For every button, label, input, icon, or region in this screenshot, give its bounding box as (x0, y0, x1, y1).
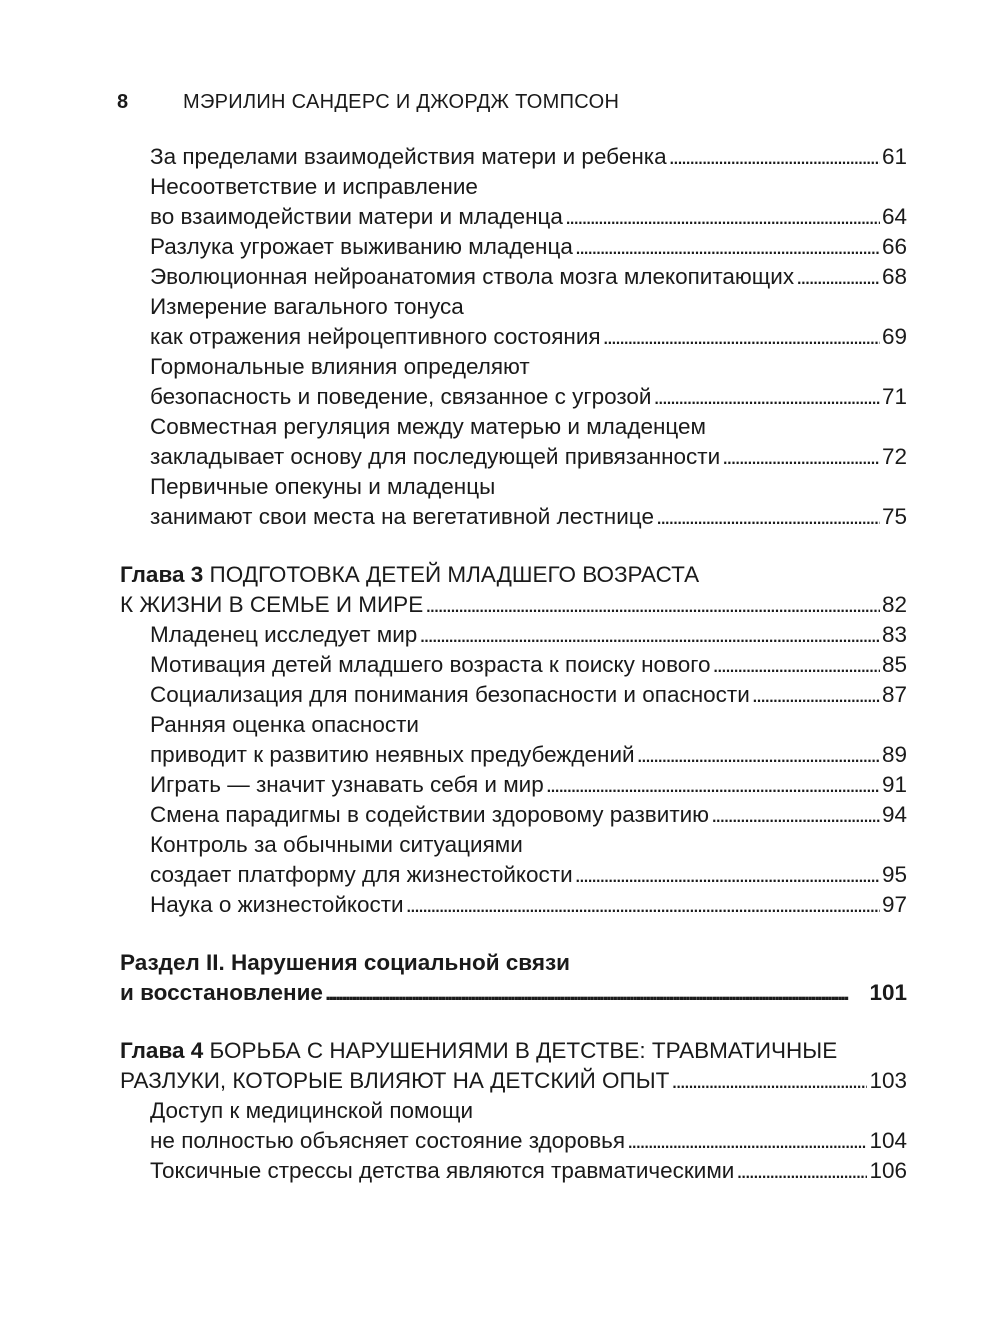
toc-entry-first-line: Первичные опекуны и младенцы (150, 474, 496, 499)
chapter-title-line1: ПОДГОТОВКА ДЕТЕЙ МЛАДШЕГО ВОЗРАСТА (209, 562, 700, 587)
toc-chapter-3 (120, 560, 907, 620)
toc-entry-first-line: Гормональные влияния определяют (150, 354, 530, 379)
toc-entry: К ЖИЗНИ В СЕМЬЕ И МИРЕ . . . 82 (120, 590, 907, 620)
toc-page: 66 (881, 234, 907, 259)
toc-page: 104 (869, 1128, 907, 1153)
toc-entry: Наука о жизнестойкости . . . 97 (150, 890, 907, 920)
chapter-title-line1: БОРЬБА С НАРУШЕНИЯМИ В ДЕТСТВЕ: ТРАВМАТИЧНЫЕ (209, 1038, 838, 1063)
toc-page: 106 (869, 1158, 907, 1183)
toc-page: 91 (881, 772, 907, 797)
toc-section-2 (120, 948, 907, 1008)
toc-page: 68 (881, 264, 907, 289)
toc-entry: и восстановление . . . 101 (120, 978, 907, 1008)
toc-page: 94 (881, 802, 907, 827)
running-title: МЭРИЛИН САНДЕРС И ДЖОРДЖ ТОМПСОН (183, 91, 620, 113)
table-of-contents (120, 142, 907, 1186)
section-title-line1: Раздел II. Нарушения социальной связи (120, 950, 570, 975)
toc-page: 95 (881, 862, 907, 887)
toc-page: 87 (881, 682, 907, 707)
toc-entry: Младенец исследует мир . . . 83 (150, 620, 907, 650)
toc-group-chapter4 (120, 1096, 907, 1186)
toc-entry: Разлука угрожает выживанию младенца . . . 66 (150, 232, 907, 262)
toc-group-chapter2 (120, 142, 907, 532)
toc-entry-first-line: Несоответствие и исправление (150, 174, 478, 199)
toc-entry: не полностью объясняет состояние здоровья . . . 104 (150, 1126, 907, 1156)
toc-entry: Мотивация детей младшего возраста к поиску нового . . . 85 (150, 650, 907, 680)
toc-chapter-4 (120, 1036, 907, 1096)
toc-page: 103 (869, 1068, 907, 1093)
toc-entry: безопасность и поведение, связанное с угрозой . . . 71 (150, 382, 907, 412)
toc-entry: занимают свои места на вегетативной лестнице . . . 75 (150, 502, 907, 532)
toc-entry: приводит к развитию неявных предубеждений . . . 89 (150, 740, 907, 770)
toc-entry: Эволюционная нейроанатомия ствола мозга млекопитающих . . . 68 (150, 262, 907, 292)
running-header (117, 91, 619, 114)
toc-page: 64 (881, 204, 907, 229)
toc-entry: закладывает основу для последующей привязанности . . . 72 (150, 442, 907, 472)
toc-page: 85 (881, 652, 907, 677)
toc-entry-first-line: Контроль за обычными ситуациями (150, 832, 523, 857)
toc-entry: Смена парадигмы в содействии здоровому развитию . . . 94 (150, 800, 907, 830)
toc-entry-first-line: Ранняя оценка опасности (150, 712, 419, 737)
toc-entry-first-line: Доступ к медицинской помощи (150, 1098, 474, 1123)
toc-page: 71 (881, 384, 907, 409)
toc-entry: За пределами взаимодействия матери и ребенка . . . 61 (150, 142, 907, 172)
toc-group-chapter3 (120, 620, 907, 920)
toc-page: 101 (869, 980, 907, 1005)
toc-entry: Социализация для понимания безопасности и опасности . . . 87 (150, 680, 907, 710)
toc-entry: во взаимодействии матери и младенца . . . 64 (150, 202, 907, 232)
toc-page: 97 (881, 892, 907, 917)
toc-page: 69 (881, 324, 907, 349)
toc-entry: РАЗЛУКИ, КОТОРЫЕ ВЛИЯЮТ НА ДЕТСКИЙ ОПЫТ . . . 103 (120, 1066, 907, 1096)
toc-entry: Играть — значит узнавать себя и мир . . . 91 (150, 770, 907, 800)
toc-entry: Токсичные стрессы детства являются травматическими . . . 106 (150, 1156, 907, 1186)
toc-page: 89 (881, 742, 907, 767)
toc-entry-first-line: Измерение вагального тонуса (150, 294, 464, 319)
toc-page: 75 (881, 504, 907, 529)
toc-page: 72 (881, 444, 907, 469)
toc-page: 83 (881, 622, 907, 647)
toc-entry: как отражения нейроцептивного состояния . . . 69 (150, 322, 907, 352)
toc-entry: создает платформу для жизнестойкости . . . 95 (150, 860, 907, 890)
page-number: 8 (117, 91, 129, 113)
toc-page: 82 (881, 592, 907, 617)
chapter-label: Глава 3 (120, 562, 204, 587)
toc-entry-first-line: Совместная регуляция между матерью и младенцем (150, 414, 707, 439)
chapter-label: Глава 4 (120, 1038, 204, 1063)
toc-page: 61 (881, 144, 907, 169)
